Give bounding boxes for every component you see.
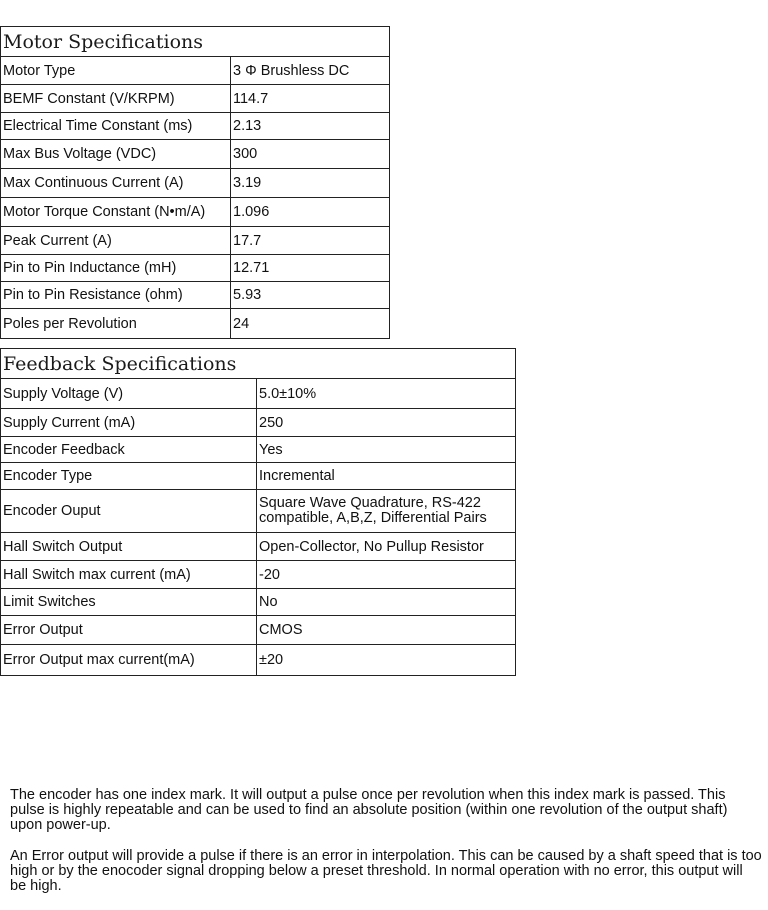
table-row — [1, 409, 516, 437]
spec-value: Open-Collector, No Pullup Resistor — [257, 533, 516, 561]
table-row — [1, 616, 516, 645]
spec-value: -20 — [257, 561, 516, 589]
spec-label: Hall Switch Output — [1, 533, 257, 561]
spec-label: Poles per Revolution — [1, 309, 231, 339]
table-row — [1, 169, 390, 198]
table-row — [1, 309, 390, 339]
spec-value: 1.096 — [231, 198, 390, 227]
spec-value: ±20 — [257, 645, 516, 676]
table-title-row — [1, 27, 390, 57]
spec-value: 250 — [257, 409, 516, 437]
spec-value: CMOS — [257, 616, 516, 645]
spec-value: 300 — [231, 140, 390, 169]
spec-label: BEMF Constant (V/KRPM) — [1, 85, 231, 113]
feedback-specifications-title: Feedback Specifications — [1, 349, 516, 379]
spec-value: 3.19 — [231, 169, 390, 198]
spec-label: Encoder Type — [1, 463, 257, 490]
table-row — [1, 463, 516, 490]
error-output-note: An Error output will provide a pulse if there is an error in interpolation. This can be caused by a shaft speed that is too high or by the enocoder signal dropping below a preset threshold. In normal operation with no error, this output will be high. — [10, 848, 762, 894]
spec-label: Encoder Ouput — [1, 490, 257, 533]
table-row — [1, 589, 516, 616]
table-row — [1, 57, 390, 85]
notes-section — [10, 788, 762, 910]
spec-label: Motor Torque Constant (N•m/A) — [1, 198, 231, 227]
table-row — [1, 85, 390, 113]
table-row — [1, 198, 390, 227]
spec-value: 5.0±10% — [257, 379, 516, 409]
table-row — [1, 255, 390, 282]
index-mark-note: The encoder has one index mark. It will output a pulse once per revolution when this index mark is passed. This pulse is highly repeatable and can be used to find an absolute position (within one revolution of the output shaft) upon power-up. — [10, 787, 728, 833]
table-row — [1, 282, 390, 309]
spec-value: Yes — [257, 437, 516, 463]
spec-value: 5.93 — [231, 282, 390, 309]
spec-label: Motor Type — [1, 57, 231, 85]
spec-label: Hall Switch max current (mA) — [1, 561, 257, 589]
table-row — [1, 379, 516, 409]
table-title-row — [1, 349, 516, 379]
spec-label: Error Output — [1, 616, 257, 645]
motor-specifications-title: Motor Specifications — [1, 27, 390, 57]
spec-value: Incremental — [257, 463, 516, 490]
spec-value: 12.71 — [231, 255, 390, 282]
spec-label: Pin to Pin Resistance (ohm) — [1, 282, 231, 309]
spec-label: Error Output max current(mA) — [1, 645, 257, 676]
spec-label: Pin to Pin Inductance (mH) — [1, 255, 231, 282]
spec-value: Square Wave Quadrature, RS-422 compatible, A,B,Z, Differential Pairs — [257, 490, 516, 533]
spec-value: 2.13 — [231, 113, 390, 140]
spec-label: Supply Voltage (V) — [1, 379, 257, 409]
motor-specifications-table — [0, 26, 390, 339]
spec-label: Peak Current (A) — [1, 227, 231, 255]
spec-label: Encoder Feedback — [1, 437, 257, 463]
table-row — [1, 645, 516, 676]
spec-value: No — [257, 589, 516, 616]
spec-value: 24 — [231, 309, 390, 339]
spec-value: 17.7 — [231, 227, 390, 255]
spec-label: Max Bus Voltage (VDC) — [1, 140, 231, 169]
table-row — [1, 140, 390, 169]
spec-label: Supply Current (mA) — [1, 409, 257, 437]
table-row — [1, 227, 390, 255]
table-row — [1, 113, 390, 140]
feedback-specifications-table — [0, 348, 516, 676]
spec-label: Limit Switches — [1, 589, 257, 616]
table-row — [1, 490, 516, 533]
spec-label: Max Continuous Current (A) — [1, 169, 231, 198]
table-row — [1, 437, 516, 463]
spec-value: 3 Φ Brushless DC — [231, 57, 390, 85]
spec-value: 114.7 — [231, 85, 390, 113]
table-row — [1, 561, 516, 589]
spec-label: Electrical Time Constant (ms) — [1, 113, 231, 140]
table-row — [1, 533, 516, 561]
